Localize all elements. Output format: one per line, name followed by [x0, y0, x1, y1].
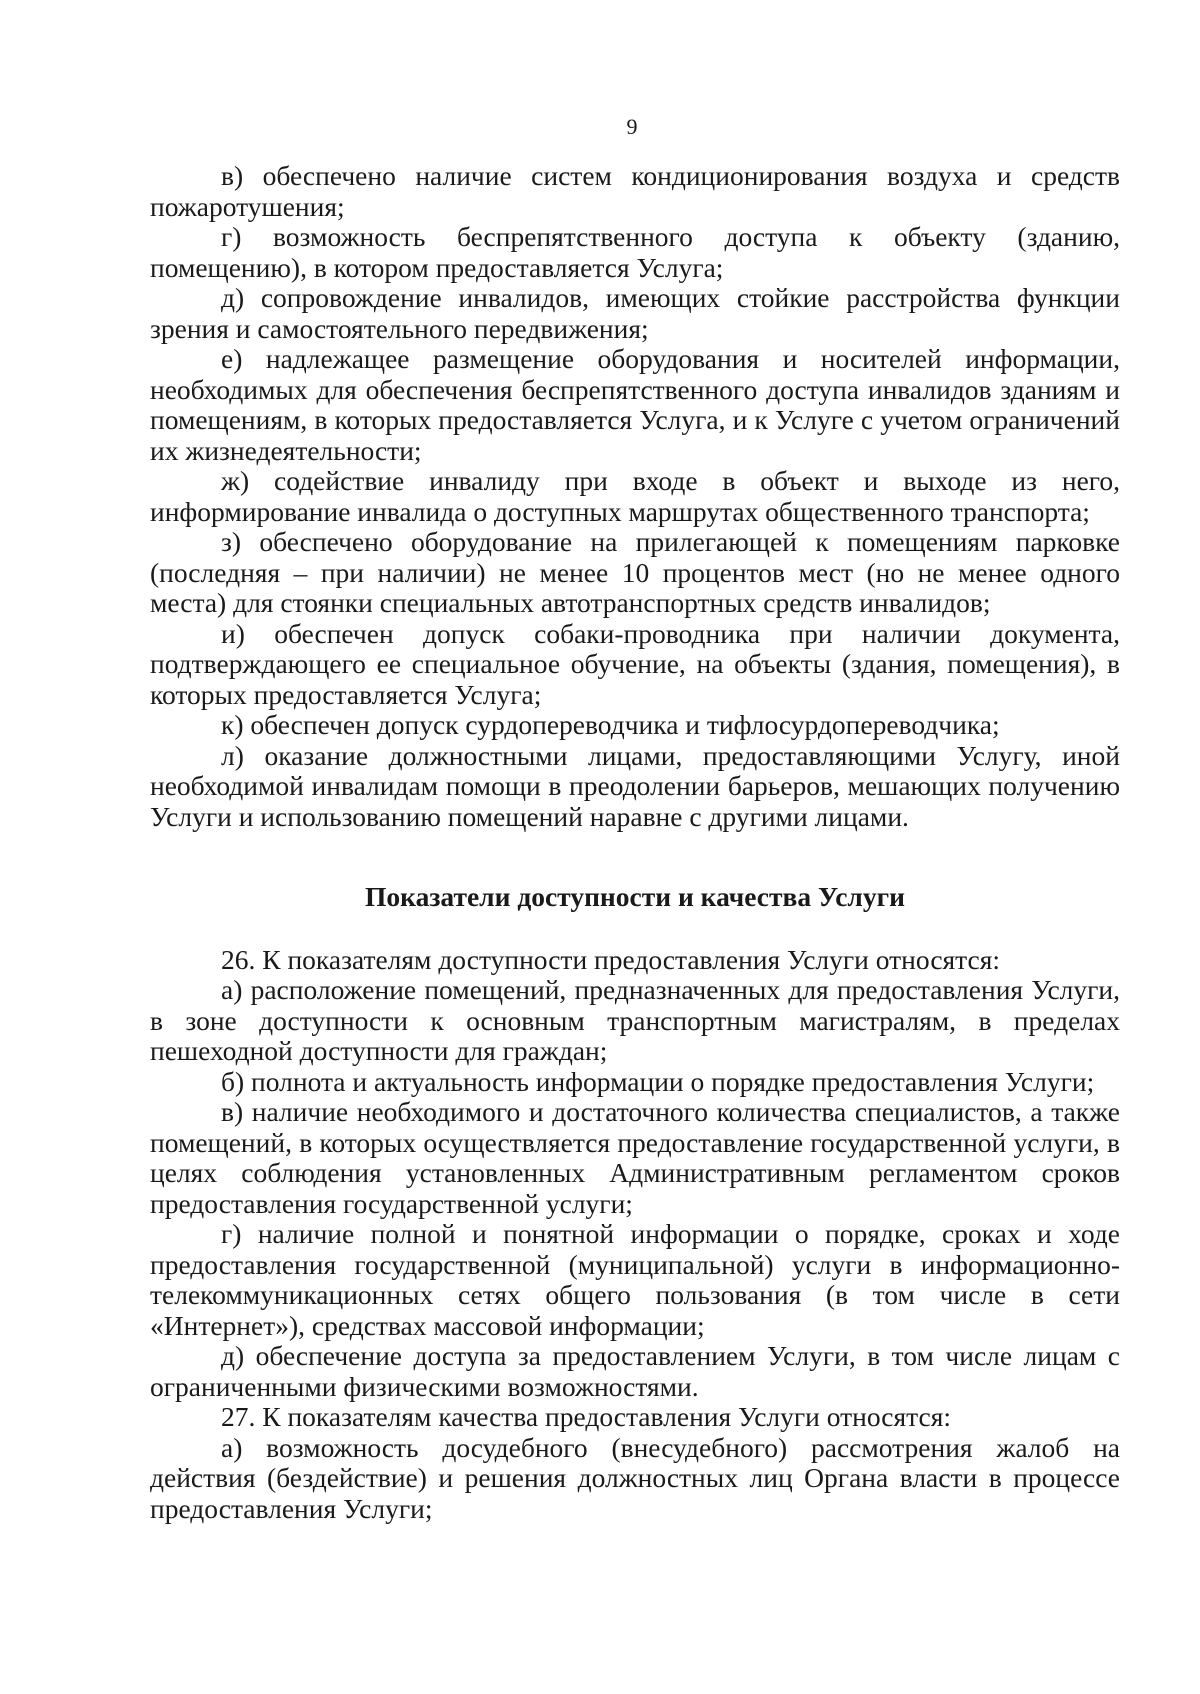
clause-26-b: б) полнота и актуальность информации о порядке предоставления Услуги; — [221, 1065, 1095, 1097]
clause-26-v: в) наличие необходимого и достаточного количества специалистов, а также помещений, в которых осуществляется предоставление государственной услуги, в целях соблюдения установленных Административным регламентом сроков предоставления государственной услуги; — [150, 1096, 1120, 1219]
document-body — [150, 161, 1120, 1524]
paragraph-g: г) возможность беспрепятственного доступа к объекту (зданию, помещению), в котором предоставляется Услуга; — [150, 221, 1120, 283]
section-heading: Показатели доступности и качества Услуги — [365, 881, 905, 912]
clause-26-g: г) наличие полной и понятной информации о порядке, сроках и ходе предоставления государственной (муниципальной) услуги в информационно-телекоммуникационных сетях общего пользования (в том числе в сети «Интернет»), средствах массовой информации; — [150, 1218, 1120, 1341]
paragraph-v: в) обеспечено наличие систем кондиционирования воздуха и средств пожаротушения; — [150, 160, 1120, 222]
clause-26-a: а) расположение помещений, предназначенных для предоставления Услуги, в зоне доступности к основным транспортным магистралям, в пределах пешеходной доступности для граждан; — [150, 974, 1120, 1066]
paragraph-z: з) обеспечено оборудование на прилегающей к помещениям парковке (последняя – при наличии) не менее 10 процентов мест (но не менее одного места) для стоянки специальных автотранспортных средств инвалидов; — [150, 526, 1120, 618]
paragraph-zh: ж) содействие инвалиду при входе в объект и выходе из него, информирование инвалида о доступных маршрутах общественного транспорта; — [150, 465, 1120, 527]
clause-27-intro: 27. К показателям качества предоставления Услуги относятся: — [221, 1401, 951, 1432]
paragraph-l: л) оказание должностными лицами, предоставляющими Услугу, иной необходимой инвалидам помощи в преодолении барьеров, мешающих получению Услуги и использованию помещений наравне с другими лицами. — [150, 739, 1120, 832]
paragraph-i: и) обеспечен допуск собаки-проводника при наличии документа, подтверждающего ее специальное обучение, на объекты (здания, помещения), в которых предоставляется Услуга; — [150, 617, 1120, 710]
paragraph-k: к) обеспечен допуск сурдопереводчика и тифлосурдопереводчика; — [221, 709, 1000, 740]
paragraph-e: е) надлежащее размещение оборудования и носителей информации, необходимых для обеспечения беспрепятственного доступа инвалидов зданиям и помещениям, в которых предоставляется Услуга, и к Услуге с учетом ограничений их жизнедеятельности; — [150, 343, 1120, 466]
page-number: 9 — [626, 114, 638, 139]
clause-27-a: а) возможность досудебного (внесудебного) рассмотрения жалоб на действия (бездействие) и решения должностных лиц Органа власти в процессе предоставления Услуги; — [150, 1431, 1120, 1524]
clause-26-d: д) обеспечение доступа за предоставлением Услуги, в том числе лицам с ограниченными физическими возможностями. — [150, 1340, 1120, 1402]
clause-26-intro: 26. К показателям доступности предоставления Услуги относятся: — [221, 943, 1001, 975]
paragraph-d: д) сопровождение инвалидов, имеющих стойкие расстройства функции зрения и самостоятельного передвижения; — [150, 282, 1120, 344]
